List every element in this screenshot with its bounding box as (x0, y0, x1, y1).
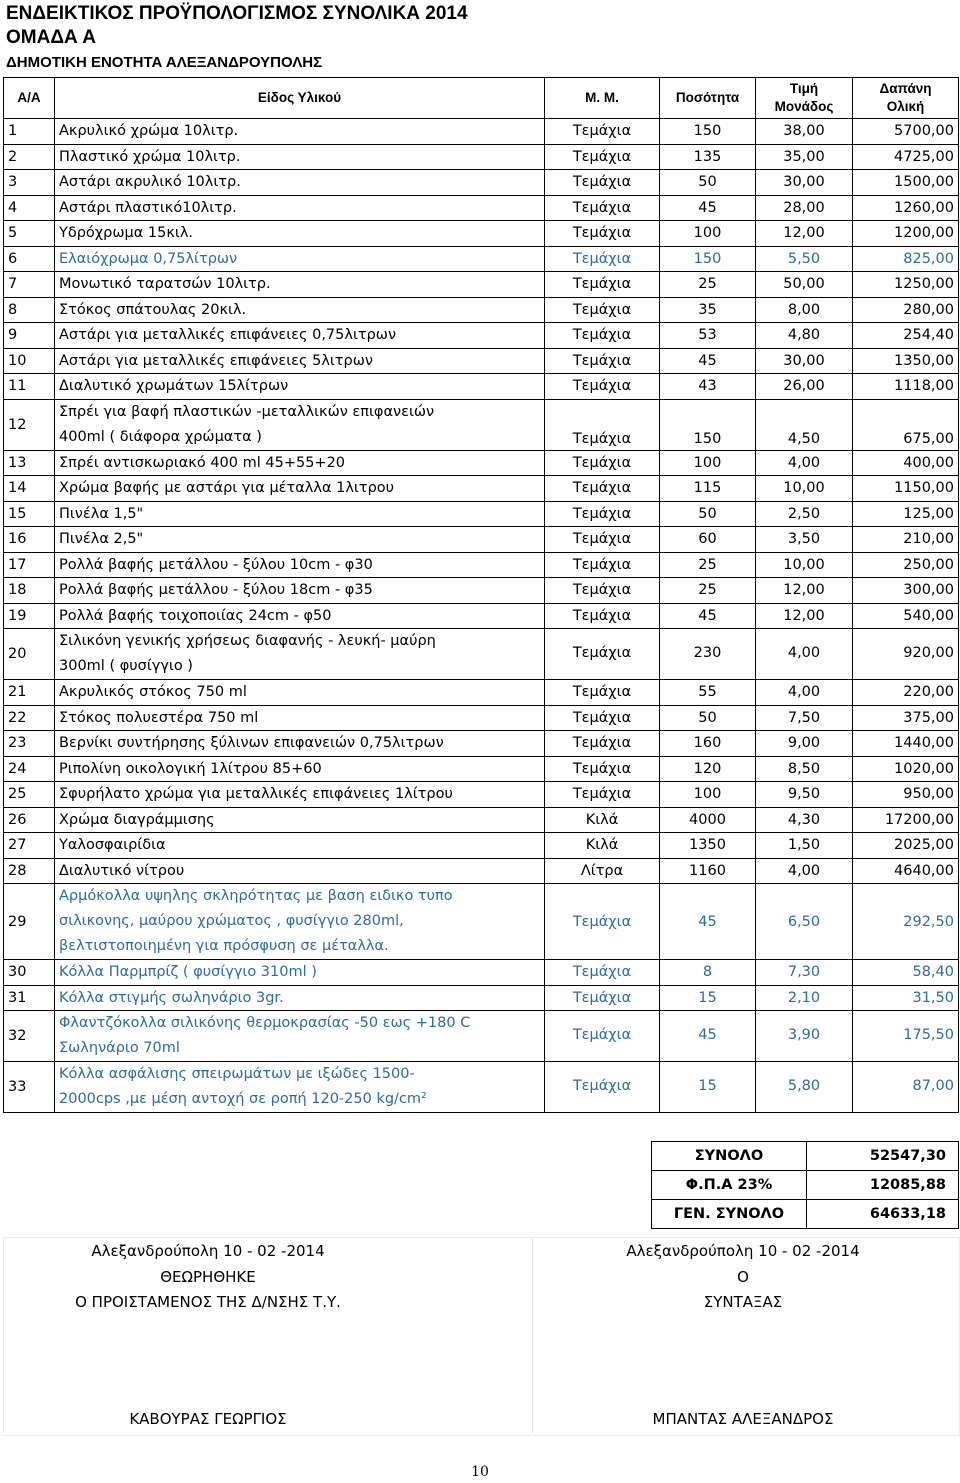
row-number: 33 (4, 1062, 55, 1113)
table-row (4, 221, 959, 247)
unit-price: 7,30 (756, 960, 853, 986)
right-role: Ο (737, 1268, 749, 1286)
unit-price: 35,00 (756, 144, 853, 170)
item-name: Αστάρι ακρυλικό 10λιτρ. (55, 170, 545, 196)
vat-row (652, 1171, 959, 1200)
unit-of-measure: Τεμάχια (545, 1011, 660, 1062)
unit-of-measure: Τεμάχια (545, 603, 660, 629)
total-cost: 31,50 (853, 985, 959, 1011)
table-row (4, 323, 959, 349)
totals-table (651, 1141, 959, 1229)
total-cost: 210,00 (853, 527, 959, 553)
item-name (55, 629, 545, 680)
row-number: 12 (4, 399, 55, 450)
total-cost: 2025,00 (853, 833, 959, 859)
quantity: 100 (660, 782, 756, 808)
row-number: 24 (4, 756, 55, 782)
item-name-line: 300ml ( φυσίγγιο ) (59, 658, 193, 674)
item-name-line: Σιλικόνη γενικής χρήσεως διαφανής - λευκή- μαύρη (59, 633, 436, 649)
unit-price: 10,00 (756, 476, 853, 502)
total-cost: 675,00 (853, 399, 959, 450)
table-row (4, 348, 959, 374)
col-header-unit: Μ. Μ. (545, 78, 660, 119)
item-name-line: σιλικονης, μαύρου χρώματος , φυσίγγιο 280ml, (59, 913, 404, 929)
unit-of-measure: Τεμάχια (545, 552, 660, 578)
grand-total-value: 64633,18 (807, 1200, 959, 1229)
unit-price: 38,00 (756, 119, 853, 145)
quantity: 100 (660, 450, 756, 476)
total-cost: 17200,00 (853, 807, 959, 833)
total-row (652, 1142, 959, 1171)
row-number: 13 (4, 450, 55, 476)
quantity: 15 (660, 1062, 756, 1113)
row-number: 6 (4, 246, 55, 272)
quantity: 25 (660, 578, 756, 604)
quantity: 120 (660, 756, 756, 782)
table-row (4, 1011, 959, 1062)
quantity: 45 (660, 1011, 756, 1062)
total-cost: 220,00 (853, 680, 959, 706)
table-row (4, 807, 959, 833)
unit-price: 10,00 (756, 552, 853, 578)
unit-of-measure: Τεμάχια (545, 297, 660, 323)
total-cost: 825,00 (853, 246, 959, 272)
unit-price: 8,50 (756, 756, 853, 782)
quantity: 45 (660, 603, 756, 629)
row-number: 30 (4, 960, 55, 986)
table-row (4, 527, 959, 553)
total-cost: 1260,00 (853, 195, 959, 221)
unit-title: ΔΗΜΟΤΙΚΗ ΕΝΟΤΗΤΑ ΑΛΕΞΑΝΔΡΟΥΠΟΛΗΣ (6, 54, 323, 71)
quantity: 50 (660, 170, 756, 196)
item-name: Διαλυτικό χρωμάτων 15λίτρων (55, 374, 545, 400)
total-cost: 1500,00 (853, 170, 959, 196)
unit-of-measure: Τεμάχια (545, 960, 660, 986)
quantity: 8 (660, 960, 756, 986)
table-row (4, 195, 959, 221)
left-title: Ο ΠΡΟΙΣΤΑΜΕΝΟΣ ΤΗΣ Δ/ΝΣΗΣ Τ.Υ. (75, 1293, 341, 1311)
unit-of-measure: Τεμάχια (545, 450, 660, 476)
col-header-price: Τιμή Μονάδος (756, 78, 853, 119)
unit-of-measure: Κιλά (545, 833, 660, 859)
item-name: Κόλλα Παρμπρίζ ( φυσίγγιο 310ml ) (55, 960, 545, 986)
unit-of-measure: Τεμάχια (545, 119, 660, 145)
row-number: 32 (4, 1011, 55, 1062)
unit-price: 3,50 (756, 527, 853, 553)
row-number: 9 (4, 323, 55, 349)
table-row (4, 680, 959, 706)
quantity: 135 (660, 144, 756, 170)
unit-price: 9,00 (756, 731, 853, 757)
unit-of-measure: Τεμάχια (545, 195, 660, 221)
row-number: 26 (4, 807, 55, 833)
unit-price: 8,00 (756, 297, 853, 323)
vat-label: Φ.Π.Α 23% (652, 1171, 807, 1200)
item-name: Πινέλα 2,5" (55, 527, 545, 553)
table-header-row (4, 78, 959, 119)
table-row (4, 297, 959, 323)
total-cost: 375,00 (853, 705, 959, 731)
signature-right (532, 1237, 953, 1434)
col-header-total: Δαπάνη Ολική (853, 78, 959, 119)
total-cost: 540,00 (853, 603, 959, 629)
total-cost: 250,00 (853, 552, 959, 578)
unit-price: 4,30 (756, 807, 853, 833)
unit-price: 30,00 (756, 170, 853, 196)
col-header-name: Είδος Υλικού (55, 78, 545, 119)
left-role: ΘΕΩΡΗΘΗΚΕ (160, 1268, 256, 1286)
total-cost: 5700,00 (853, 119, 959, 145)
unit-price: 9,50 (756, 782, 853, 808)
item-name-line: βελτιστοποιημένη για πρόσφυση σε μέταλλα. (59, 938, 389, 954)
item-name: Αστάρι για μεταλλικές επιφάνειες 5λιτρων (55, 348, 545, 374)
item-name (55, 1062, 545, 1113)
unit-of-measure: Τεμάχια (545, 629, 660, 680)
item-name-line: Κόλλα ασφάλισης σπειρωμάτων με ιξώδες 1500- (59, 1066, 415, 1082)
quantity: 150 (660, 399, 756, 450)
unit-price: 30,00 (756, 348, 853, 374)
table-row (4, 476, 959, 502)
total-cost: 300,00 (853, 578, 959, 604)
unit-price: 2,10 (756, 985, 853, 1011)
quantity: 43 (660, 374, 756, 400)
right-place-date: Αλεξανδρούπολη 10 - 02 -2014 (626, 1242, 860, 1260)
quantity: 4000 (660, 807, 756, 833)
row-number: 7 (4, 272, 55, 298)
table-row (4, 1062, 959, 1113)
item-name: Στόκος πολυεστέρα 750 ml (55, 705, 545, 731)
unit-price: 2,50 (756, 501, 853, 527)
unit-price: 5,50 (756, 246, 853, 272)
item-name: Κόλλα στιγμής σωληνάριο 3gr. (55, 985, 545, 1011)
group-title: ΟΜΑΔΑ Α (6, 27, 96, 48)
row-number: 5 (4, 221, 55, 247)
total-cost: 4725,00 (853, 144, 959, 170)
total-cost: 87,00 (853, 1062, 959, 1113)
table-row (4, 552, 959, 578)
item-name: Πλαστικό χρώμα 10λιτρ. (55, 144, 545, 170)
table-row (4, 731, 959, 757)
table-row (4, 170, 959, 196)
unit-of-measure: Τεμάχια (545, 348, 660, 374)
row-number: 22 (4, 705, 55, 731)
quantity: 45 (660, 348, 756, 374)
unit-price: 12,00 (756, 603, 853, 629)
quantity: 50 (660, 705, 756, 731)
row-number: 11 (4, 374, 55, 400)
unit-of-measure: Τεμάχια (545, 170, 660, 196)
unit-of-measure: Τεμάχια (545, 1062, 660, 1113)
unit-price: 4,80 (756, 323, 853, 349)
total-cost: 1200,00 (853, 221, 959, 247)
quantity: 160 (660, 731, 756, 757)
row-number: 15 (4, 501, 55, 527)
quantity: 45 (660, 195, 756, 221)
total-cost: 125,00 (853, 501, 959, 527)
quantity: 55 (660, 680, 756, 706)
unit-price: 4,50 (756, 399, 853, 450)
page-number: 10 (471, 1464, 489, 1480)
unit-of-measure: Τεμάχια (545, 731, 660, 757)
row-number: 23 (4, 731, 55, 757)
unit-of-measure: Τεμάχια (545, 680, 660, 706)
total-cost: 1250,00 (853, 272, 959, 298)
quantity: 100 (660, 221, 756, 247)
quantity: 1350 (660, 833, 756, 859)
quantity: 150 (660, 119, 756, 145)
total-cost: 1440,00 (853, 731, 959, 757)
quantity: 15 (660, 985, 756, 1011)
item-name-line: Φλαντζόκολλα σιλικόνης θερμοκρασίας -50 εως +180 C (59, 1015, 471, 1031)
unit-price: 1,50 (756, 833, 853, 859)
left-name: ΚΑΒΟΥΡΑΣ ΓΕΩΡΓΙΟΣ (129, 1410, 287, 1428)
table-row (4, 756, 959, 782)
unit-of-measure: Τεμάχια (545, 246, 660, 272)
item-name-line: Σπρέι για βαφή πλαστικών -μεταλλικών επιφανειών (59, 403, 435, 420)
item-name: Υαλοσφαιρίδια (55, 833, 545, 859)
item-name: Διαλυτικό νίτρου (55, 858, 545, 884)
row-number: 3 (4, 170, 55, 196)
quantity: 115 (660, 476, 756, 502)
table-row (4, 144, 959, 170)
row-number: 25 (4, 782, 55, 808)
item-name: Σπρέι αντισκωριακό 400 ml 45+55+20 (55, 450, 545, 476)
sum-value: 52547,30 (807, 1142, 959, 1171)
right-name: ΜΠΑΝΤΑΣ ΑΛΕΞΑΝΔΡΟΣ (652, 1410, 834, 1428)
item-name: Αστάρι για μεταλλικές επιφάνειες 0,75λιτρων (55, 323, 545, 349)
table-row (4, 374, 959, 400)
row-number: 1 (4, 119, 55, 145)
item-name: Βερνίκι συντήρησης ξύλινων επιφανειών 0,75λιτρων (55, 731, 545, 757)
unit-of-measure: Τεμάχια (545, 221, 660, 247)
unit-price: 5,80 (756, 1062, 853, 1113)
row-number: 28 (4, 858, 55, 884)
row-number: 4 (4, 195, 55, 221)
item-name-line: 400ml ( διάφορα χρώματα ) (59, 428, 262, 445)
total-cost: 4640,00 (853, 858, 959, 884)
unit-price: 28,00 (756, 195, 853, 221)
row-number: 8 (4, 297, 55, 323)
item-name: Σφυρήλατο χρώμα για μεταλλικές επιφάνειες 1λίτρου (55, 782, 545, 808)
table-row (4, 578, 959, 604)
total-cost: 1350,00 (853, 348, 959, 374)
table-row (4, 501, 959, 527)
item-name: Χρώμα βαφής με αστάρι για μέταλλα 1λιτρου (55, 476, 545, 502)
grand-total-label: ΓΕΝ. ΣΥΝΟΛΟ (652, 1200, 807, 1229)
quantity: 53 (660, 323, 756, 349)
vat-value: 12085,88 (807, 1171, 959, 1200)
total-cost: 292,50 (853, 884, 959, 960)
row-number: 10 (4, 348, 55, 374)
total-cost: 1150,00 (853, 476, 959, 502)
row-number: 19 (4, 603, 55, 629)
total-cost: 175,50 (853, 1011, 959, 1062)
table-row (4, 629, 959, 680)
total-cost: 1118,00 (853, 374, 959, 400)
total-cost: 400,00 (853, 450, 959, 476)
total-cost: 254,40 (853, 323, 959, 349)
unit-price: 12,00 (756, 578, 853, 604)
row-number: 21 (4, 680, 55, 706)
item-name (55, 1011, 545, 1062)
unit-price: 7,50 (756, 705, 853, 731)
item-name: Ακρυλικός στόκος 750 ml (55, 680, 545, 706)
unit-of-measure: Τεμάχια (545, 323, 660, 349)
item-name: Ρολλά βαφής μετάλλου - ξύλου 18cm - φ35 (55, 578, 545, 604)
row-number: 29 (4, 884, 55, 960)
item-name-line: Σωληνάριο 70ml (59, 1040, 180, 1056)
right-title: ΣΥΝΤΑΞΑΣ (703, 1293, 783, 1311)
unit-of-measure: Κιλά (545, 807, 660, 833)
row-number: 20 (4, 629, 55, 680)
quantity: 150 (660, 246, 756, 272)
unit-of-measure: Τεμάχια (545, 144, 660, 170)
table-row (4, 246, 959, 272)
table-row (4, 119, 959, 145)
unit-of-measure: Τεμάχια (545, 756, 660, 782)
unit-of-measure: Τεμάχια (545, 578, 660, 604)
col-header-qty: Ποσότητα (660, 78, 756, 119)
item-name: Ελαιόχρωμα 0,75λίτρων (55, 246, 545, 272)
sum-label: ΣΥΝΟΛΟ (652, 1142, 807, 1171)
item-name: Ρολλά βαφής μετάλλου - ξύλου 10cm - φ30 (55, 552, 545, 578)
total-cost: 58,40 (853, 960, 959, 986)
unit-of-measure: Τεμάχια (545, 705, 660, 731)
signature-left (3, 1237, 413, 1434)
table-row (4, 985, 959, 1011)
unit-price: 6,50 (756, 884, 853, 960)
table-row (4, 782, 959, 808)
item-name: Υδρόχρωμα 15κιλ. (55, 221, 545, 247)
unit-price: 26,00 (756, 374, 853, 400)
unit-price: 4,00 (756, 858, 853, 884)
table-row (4, 450, 959, 476)
unit-of-measure: Τεμάχια (545, 374, 660, 400)
quantity: 25 (660, 552, 756, 578)
item-name: Ριπολίνη οικολογική 1λίτρου 85+60 (55, 756, 545, 782)
row-number: 17 (4, 552, 55, 578)
unit-price: 3,90 (756, 1011, 853, 1062)
item-name (55, 399, 545, 450)
table-row (4, 603, 959, 629)
row-number: 16 (4, 527, 55, 553)
item-name: Ακρυλικό χρώμα 10λιτρ. (55, 119, 545, 145)
unit-of-measure: Τεμάχια (545, 884, 660, 960)
row-number: 31 (4, 985, 55, 1011)
total-cost: 1020,00 (853, 756, 959, 782)
row-number: 14 (4, 476, 55, 502)
item-name (55, 884, 545, 960)
quantity: 230 (660, 629, 756, 680)
item-name: Αστάρι πλαστικό10λιτρ. (55, 195, 545, 221)
unit-of-measure: Τεμάχια (545, 782, 660, 808)
quantity: 35 (660, 297, 756, 323)
table-row (4, 399, 959, 450)
item-name-line: 2000cps ,με μέση αντοχή σε ροπή 120-250 kg/cm² (59, 1091, 427, 1107)
quantity: 50 (660, 501, 756, 527)
left-place-date: Αλεξανδρούπολη 10 - 02 -2014 (91, 1242, 325, 1260)
row-number: 2 (4, 144, 55, 170)
total-cost: 950,00 (853, 782, 959, 808)
unit-of-measure: Τεμάχια (545, 476, 660, 502)
unit-of-measure: Τεμάχια (545, 527, 660, 553)
budget-table (3, 77, 959, 1113)
unit-of-measure: Τεμάχια (545, 272, 660, 298)
item-name: Χρώμα διαγράμμισης (55, 807, 545, 833)
row-number: 18 (4, 578, 55, 604)
item-name: Στόκος σπάτουλας 20κιλ. (55, 297, 545, 323)
unit-of-measure: Τεμάχια (545, 399, 660, 450)
table-row (4, 960, 959, 986)
row-number: 27 (4, 833, 55, 859)
table-row (4, 272, 959, 298)
unit-price: 50,00 (756, 272, 853, 298)
quantity: 45 (660, 884, 756, 960)
total-cost: 920,00 (853, 629, 959, 680)
table-row (4, 858, 959, 884)
unit-price: 12,00 (756, 221, 853, 247)
item-name: Πινέλα 1,5" (55, 501, 545, 527)
unit-price: 4,00 (756, 629, 853, 680)
item-name-line: Αρμόκολλα υψηλης σκληρότητας με βαση ειδικο τυπο (59, 888, 453, 904)
unit-price: 4,00 (756, 450, 853, 476)
quantity: 60 (660, 527, 756, 553)
document-title: ΕΝΔΕΙΚΤΙΚΟΣ ΠΡΟΫΠΟΛΟΓΙΣΜΟΣ ΣΥΝΟΛΙΚΑ 2014 (6, 3, 468, 24)
item-name: Μονωτικό ταρατσών 10λιτρ. (55, 272, 545, 298)
table-row (4, 833, 959, 859)
item-name: Ρολλά βαφής τοιχοποιίας 24cm - φ50 (55, 603, 545, 629)
quantity: 1160 (660, 858, 756, 884)
total-cost: 280,00 (853, 297, 959, 323)
table-row (4, 884, 959, 960)
table-row (4, 705, 959, 731)
quantity: 25 (660, 272, 756, 298)
unit-of-measure: Τεμάχια (545, 985, 660, 1011)
unit-of-measure: Λίτρα (545, 858, 660, 884)
unit-of-measure: Τεμάχια (545, 501, 660, 527)
col-header-no: Α/Α (4, 78, 55, 119)
grand-total-row (652, 1200, 959, 1229)
unit-price: 4,00 (756, 680, 853, 706)
